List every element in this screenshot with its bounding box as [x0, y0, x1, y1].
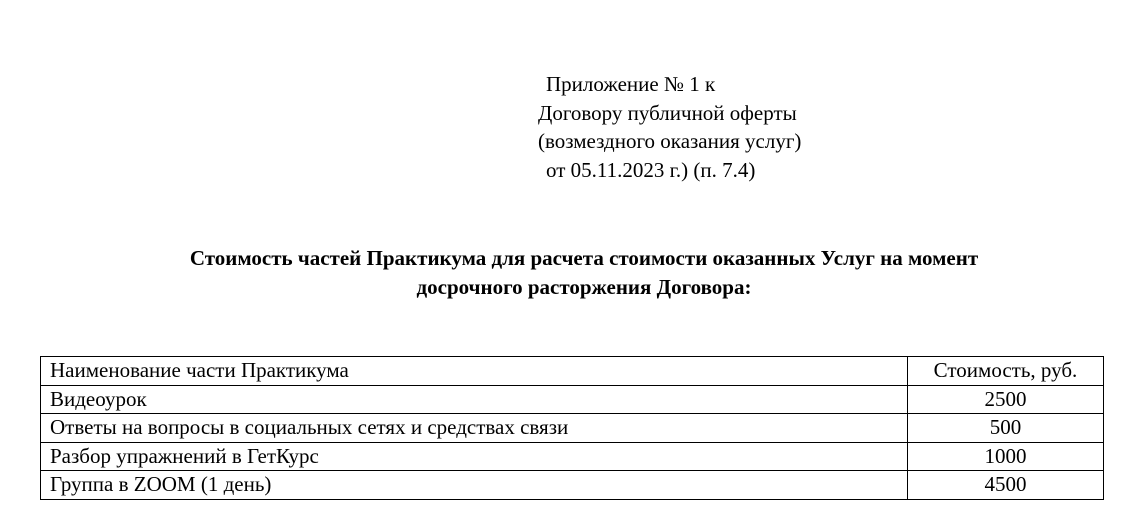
appendix-line: Договору публичной оферты [538, 100, 797, 125]
appendix-reference [538, 70, 801, 184]
table-header-row [41, 357, 1104, 386]
appendix-line: (возмездного оказания услуг) [538, 129, 802, 153]
row-price-cell: 4500 [908, 471, 1104, 500]
table-row [41, 385, 1104, 414]
header-cell-name: Наименование части Практикума [41, 357, 908, 386]
table-row [41, 414, 1104, 443]
price-table [40, 356, 1104, 500]
row-price-cell: 1000 [908, 442, 1104, 471]
header-cell-price: Стоимость, руб. [908, 357, 1104, 386]
row-name-cell: Разбор упражнений в ГетКурс [41, 442, 908, 471]
table-row [41, 471, 1104, 500]
row-name-cell: Группа в ZOOM (1 день) [41, 471, 908, 500]
document-title [0, 244, 1131, 301]
row-name-cell: Видеоурок [41, 385, 908, 414]
title-line: досрочного расторжения Договора: [416, 274, 752, 299]
appendix-line: Приложение № 1 к [546, 72, 716, 96]
table-row [41, 442, 1104, 471]
row-name-cell: Ответы на вопросы в социальных сетях и средствах связи [41, 414, 908, 443]
appendix-line: от 05.11.2023 г.) (п. 7.4) [546, 157, 756, 182]
row-price-cell: 500 [908, 414, 1104, 443]
title-line: Стоимость частей Практикума для расчета стоимости оказанных Услуг на момент [189, 246, 979, 270]
row-price-cell: 2500 [908, 385, 1104, 414]
